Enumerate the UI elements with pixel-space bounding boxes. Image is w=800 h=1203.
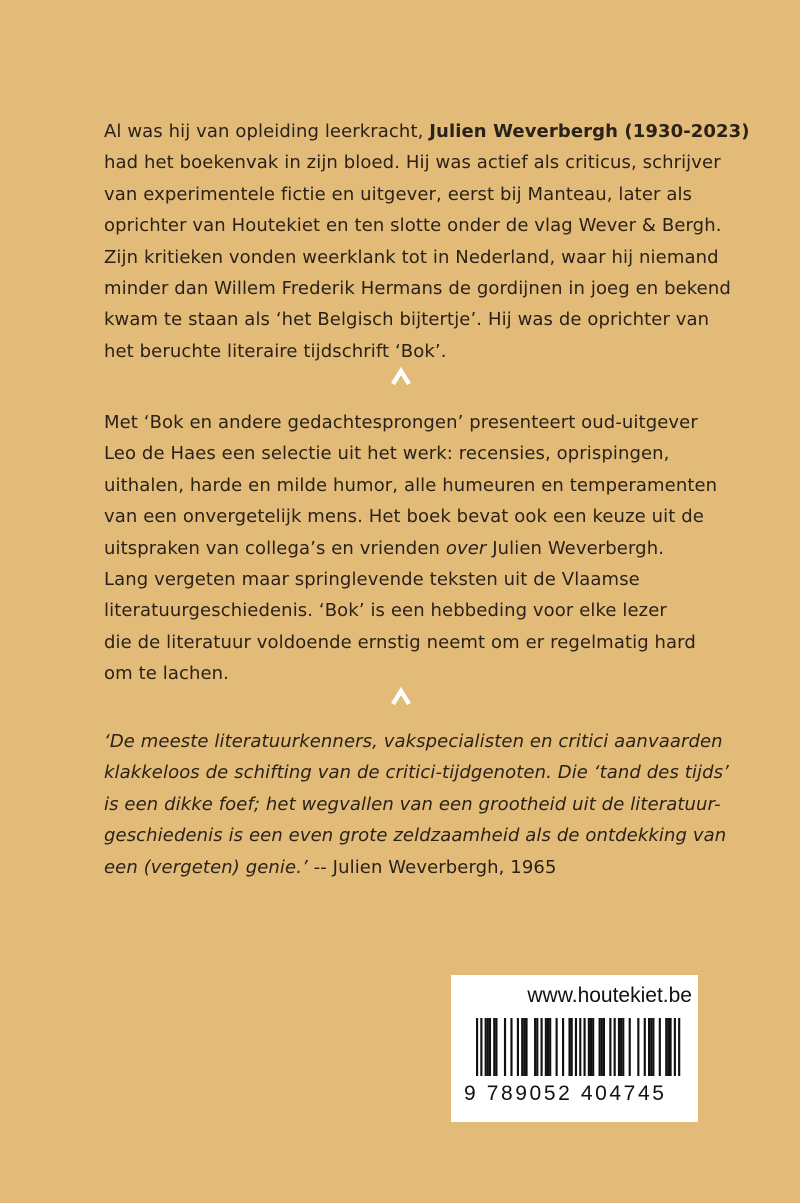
barcode-bar (622, 1018, 624, 1076)
barcode-bar (534, 1018, 536, 1076)
text-line: kwam te staan als ‘het Belgisch bijtertje’. Hij was de oprichter van (104, 309, 710, 331)
barcode-bar (510, 1018, 512, 1076)
caret-up-icon (390, 366, 412, 388)
italic-word: over (445, 537, 487, 559)
text-line: die de literatuur voldoende ernstig neemt om er regelmatig hard (104, 631, 696, 653)
barcode-bar (536, 1018, 538, 1076)
text-line: Leo de Haes een selectie uit het werk: recensies, oprispingen, (104, 443, 670, 465)
barcode-bar (575, 1018, 577, 1076)
barcode-bar (609, 1018, 611, 1076)
barcode-bar (495, 1018, 497, 1076)
barcode-bar (523, 1018, 525, 1076)
barcode-bar (541, 1018, 543, 1076)
text-line: Zijn kritieken vonden weerklank tot in Nederland, waar hij niemand (104, 246, 719, 268)
text-span: Julien Weverbergh. (486, 537, 665, 559)
isbn-digits: 9 789052 404745 (464, 1082, 667, 1105)
text-line: van experimentele fictie en uitgever, eerst bij Manteau, later als (104, 183, 693, 205)
barcode-bar (588, 1018, 590, 1076)
barcode-bar (637, 1018, 639, 1076)
description-paragraph-1 (104, 116, 750, 367)
barcode-bar (562, 1018, 564, 1076)
quote-line (104, 852, 704, 883)
text-span: uitspraken van collega’s en vrienden (104, 537, 446, 559)
text-line: minder dan Willem Frederik Hermans de gordijnen in joeg en bekend (104, 278, 731, 300)
barcode-bar (678, 1018, 680, 1076)
quote-line: is een dikke foef; het wegvallen van een grootheid uit de literatuur- (104, 793, 721, 815)
barcode-bar (618, 1018, 620, 1076)
barcode-bar (584, 1018, 586, 1076)
description-paragraph-2 (104, 407, 718, 690)
barcode-bar (568, 1018, 570, 1076)
barcode-bar (549, 1018, 551, 1076)
publisher-url: www.houtekiet.be (527, 984, 692, 1007)
text-line: uithalen, harde en milde humor, alle humeuren en temperamenten (104, 474, 718, 496)
barcode-bar (670, 1018, 672, 1076)
barcode-bar (665, 1018, 667, 1076)
barcode-bar (644, 1018, 646, 1076)
text-line (104, 116, 750, 147)
barcode-bar (652, 1018, 654, 1076)
barcode-bar (571, 1018, 573, 1076)
barcode-bar (590, 1018, 592, 1076)
author-quote (104, 726, 729, 883)
text-line: literatuurgeschiedenis. ‘Bok’ is een hebbeding voor elke lezer (104, 600, 667, 622)
text-line: Lang vergeten maar springlevende teksten uit de Vlaamse (104, 569, 640, 591)
barcode-bar (629, 1018, 631, 1076)
caret-up-icon (390, 686, 412, 708)
barcode-bar (579, 1018, 581, 1076)
barcode-bar (667, 1018, 669, 1076)
barcode-bar (487, 1018, 489, 1076)
quote-text: een (vergeten) genie.’ (104, 856, 308, 878)
quote-attribution: -- Julien Weverbergh, 1965 (307, 856, 557, 878)
text-line (104, 533, 704, 564)
barcode-panel (451, 975, 698, 1122)
barcode-bar (648, 1018, 650, 1076)
barcode-icon (464, 1018, 692, 1080)
quote-line: geschiedenis is een even grote zeldzaamheid als de ontdekking van (104, 825, 727, 847)
barcode-bar (525, 1018, 527, 1076)
barcode-bar (620, 1018, 622, 1076)
text-line: om te lachen. (104, 663, 229, 685)
barcode-bar (650, 1018, 652, 1076)
text-line: oprichter van Houtekiet en ten slotte onder de vlag Wever & Bergh. (104, 215, 722, 237)
barcode-bar (659, 1018, 661, 1076)
barcode-bar (547, 1018, 549, 1076)
barcode-bar (599, 1018, 601, 1076)
barcode-bar (493, 1018, 495, 1076)
barcode-bar (614, 1018, 616, 1076)
text-line: Met ‘Bok en andere gedachtesprongen’ presenteert oud-uitgever (104, 412, 698, 433)
barcode-bar (485, 1018, 487, 1076)
barcode-bar (476, 1018, 478, 1076)
barcode-bar (504, 1018, 506, 1076)
text-line: van een onvergetelijk mens. Het boek bevat ook een keuze uit de (104, 506, 704, 528)
quote-line: ‘De meeste literatuurkenners, vakspecialisten en critici aanvaarden (104, 731, 723, 752)
barcode-bar (545, 1018, 547, 1076)
text-line: had het boekenvak in zijn bloed. Hij was actief als criticus, schrijver (104, 152, 721, 174)
barcode-bar (592, 1018, 594, 1076)
text-span: Al was hij van opleiding leerkracht, (104, 121, 430, 142)
barcode-bar (480, 1018, 482, 1076)
author-name: Julien Weverbergh (1930-2023) (429, 121, 750, 142)
text-line: het beruchte literaire tijdschrift ‘Bok’. (104, 340, 447, 362)
barcode-bar (601, 1018, 603, 1076)
barcode-bar (674, 1018, 676, 1076)
barcode-bar (517, 1018, 519, 1076)
quote-line: klakkeloos de schifting van de critici-tijdgenoten. Die ‘tand des tijds’ (104, 762, 729, 784)
barcode-bar (521, 1018, 523, 1076)
barcode-bar (489, 1018, 491, 1076)
barcode-bar (603, 1018, 605, 1076)
barcode-bar (556, 1018, 558, 1076)
